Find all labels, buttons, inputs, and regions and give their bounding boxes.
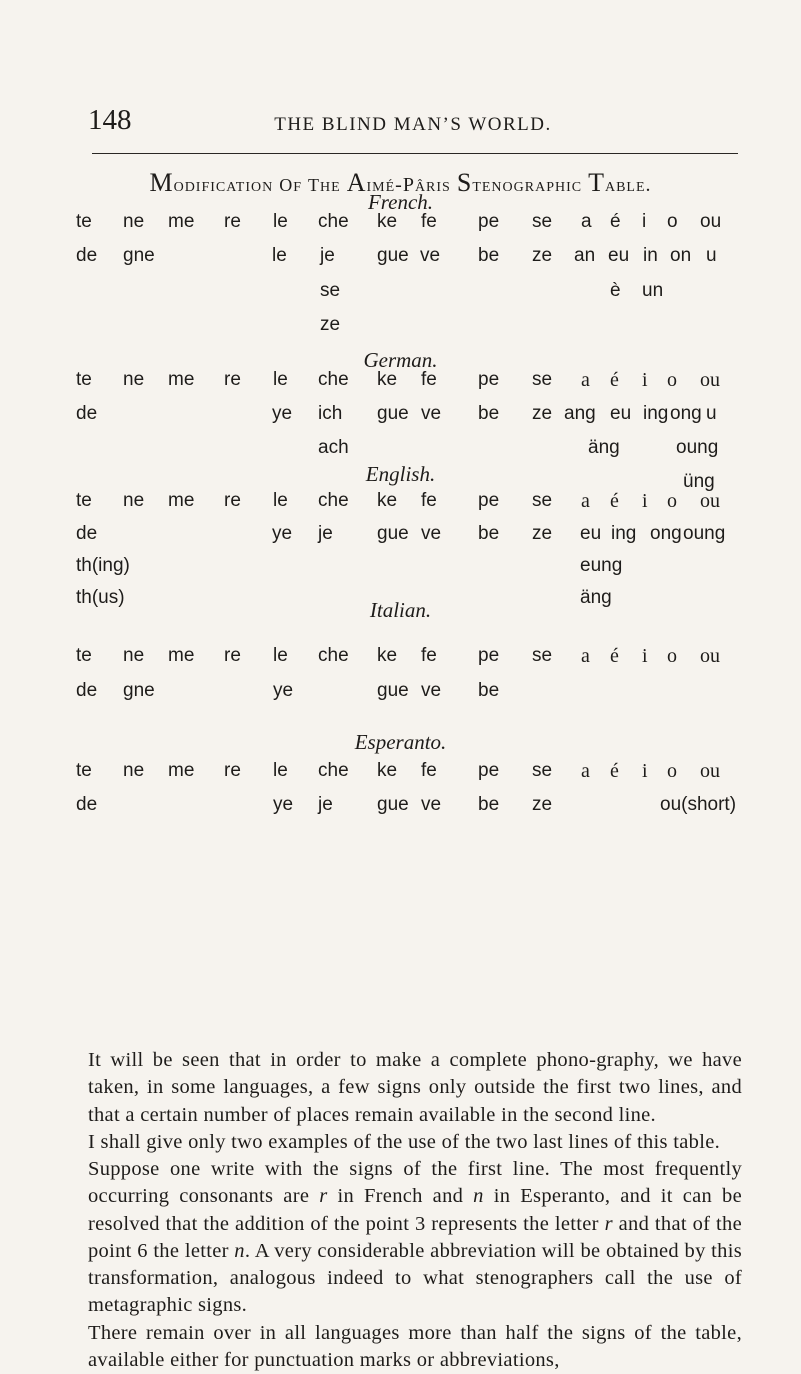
table-cell: in <box>643 246 658 265</box>
table-cell: u <box>706 404 717 423</box>
table-cell: re <box>224 761 241 780</box>
table-cell: ve <box>421 681 441 700</box>
table-cell: ing <box>643 404 668 423</box>
table-cell: oung <box>683 524 725 543</box>
table-cell: gue <box>377 246 409 265</box>
table-cell: pe <box>478 370 499 389</box>
table-cell: che <box>318 212 349 231</box>
table-cell: eu <box>610 404 631 423</box>
table-cell: ye <box>273 795 293 814</box>
table-cell: ou <box>700 646 720 666</box>
table-cell: i <box>642 212 646 231</box>
table-cell: ou <box>700 212 721 231</box>
table-cell: je <box>318 795 333 814</box>
table-cell: re <box>224 212 241 231</box>
table-cell: ong <box>670 404 702 423</box>
table-cell: gue <box>377 795 409 814</box>
page-header <box>88 104 738 138</box>
table-cell: gue <box>377 404 409 423</box>
language-heading: Italian. <box>0 598 801 623</box>
table-cell: me <box>168 646 194 665</box>
table-cell: de <box>76 795 97 814</box>
table-cell: ye <box>273 681 293 700</box>
table-cell: é <box>610 212 621 231</box>
table-cell: me <box>168 370 194 389</box>
table-cell: th(us) <box>76 588 125 607</box>
table-cell: oung <box>676 438 718 457</box>
table-cell: u <box>706 246 717 265</box>
table-cell: te <box>76 491 92 510</box>
table-cell: se <box>532 646 552 665</box>
table-cell: ve <box>421 524 441 543</box>
table-cell: ve <box>421 795 441 814</box>
table-cell: a <box>581 370 590 390</box>
table-cell: se <box>532 491 552 510</box>
table-cell: ang <box>564 404 596 423</box>
table-cell: on <box>670 246 691 265</box>
page-number: 148 <box>88 104 132 137</box>
table-cell: eu <box>608 246 629 265</box>
table-cell: pe <box>478 646 499 665</box>
table-cell: a <box>581 761 590 781</box>
table-cell: ve <box>421 404 441 423</box>
table-cell: th(ing) <box>76 556 130 575</box>
table-cell: i <box>642 491 648 511</box>
table-cell: i <box>642 646 648 666</box>
table-cell: gue <box>377 524 409 543</box>
table-cell: le <box>273 212 288 231</box>
table-cell: be <box>478 246 499 265</box>
table-cell: je <box>318 524 333 543</box>
table-cell: eu <box>580 524 601 543</box>
table-cell: ne <box>123 370 144 389</box>
table-cell: le <box>273 491 288 510</box>
running-head: THE BLIND MAN’S WORLD. <box>88 114 738 136</box>
language-heading: German. <box>0 348 801 373</box>
table-cell: be <box>478 681 499 700</box>
language-heading: Esperanto. <box>0 730 801 755</box>
table-cell: o <box>667 646 677 666</box>
table-cell: o <box>667 491 677 511</box>
table-cell: se <box>532 212 552 231</box>
table-cell: ye <box>272 524 292 543</box>
table-cell: che <box>318 370 349 389</box>
table-cell: ze <box>532 404 552 423</box>
table-cell: üng <box>683 472 715 491</box>
table-cell: ing <box>611 524 636 543</box>
table-cell: ke <box>377 212 397 231</box>
table-cell: te <box>76 761 92 780</box>
table-cell: ou(short) <box>660 795 736 814</box>
table-cell: è <box>610 281 621 300</box>
table-cell: pe <box>478 491 499 510</box>
table-cell: re <box>224 370 241 389</box>
table-cell: i <box>642 761 648 781</box>
table-cell: o <box>667 370 677 390</box>
table-cell: ke <box>377 370 397 389</box>
table-cell: te <box>76 646 92 665</box>
table-cell: ne <box>123 646 144 665</box>
table-cell: de <box>76 404 97 423</box>
table-cell: ke <box>377 761 397 780</box>
table-cell: pe <box>478 761 499 780</box>
table-cell: ou <box>700 761 720 781</box>
table-cell: je <box>320 246 335 265</box>
table-cell: a <box>581 212 592 231</box>
table-cell: ve <box>420 246 440 265</box>
table-cell: fe <box>421 212 437 231</box>
table-cell: me <box>168 212 194 231</box>
table-caption: Modification of the Aimé-Pâris Stenographic Table. <box>0 168 801 198</box>
table-cell: a <box>581 491 590 511</box>
header-rule <box>92 153 738 154</box>
language-heading: English. <box>0 462 801 487</box>
table-cell: é <box>610 646 619 666</box>
table-cell: o <box>667 761 677 781</box>
table-cell: gne <box>123 681 155 700</box>
table-cell: se <box>320 281 340 300</box>
table-cell: che <box>318 646 349 665</box>
table-cell: ke <box>377 491 397 510</box>
paragraph: Suppose one write with the signs of the first line. The most frequently occurring consonants are r in French and n in Esperanto, and it can be resolved that the addition of the point 3 represents the letter r and that of the point 6 the letter n. A very considerable abbreviation will be obtained by this transformation, analogous indeed to what stenographers call the use of metagraphic signs. <box>88 1156 742 1320</box>
table-cell: fe <box>421 761 437 780</box>
table-cell: se <box>532 761 552 780</box>
table-cell: ne <box>123 212 144 231</box>
table-cell: pe <box>478 212 499 231</box>
table-cell: ong <box>650 524 682 543</box>
table-cell: a <box>581 646 590 666</box>
table-cell: ou <box>700 491 720 511</box>
table-cell: re <box>224 491 241 510</box>
table-cell: fe <box>421 370 437 389</box>
table-cell: fe <box>421 646 437 665</box>
paragraph: It will be seen that in order to make a complete phono-graphy, we have taken, in some languages, a few signs only outside the first two lines, and that a certain number of places remain available in the second line. <box>88 1047 742 1129</box>
paragraph: There remain over in all languages more than half the signs of the table, available either for punctuation marks or abbreviations, <box>88 1320 742 1374</box>
table-cell: me <box>168 491 194 510</box>
table-cell: le <box>272 246 287 265</box>
table-cell: re <box>224 646 241 665</box>
table-cell: ye <box>272 404 292 423</box>
table-cell: o <box>667 212 678 231</box>
table-cell: gue <box>377 681 409 700</box>
table-cell: de <box>76 681 97 700</box>
table-cell: ne <box>123 491 144 510</box>
table-cell: me <box>168 761 194 780</box>
table-cell: un <box>642 281 663 300</box>
paragraph: I shall give only two examples of the use of the two last lines of this table. <box>88 1129 742 1156</box>
table-cell: ke <box>377 646 397 665</box>
table-cell: be <box>478 795 499 814</box>
table-cell: äng <box>588 438 620 457</box>
table-cell: de <box>76 246 97 265</box>
table-cell: ze <box>532 795 552 814</box>
table-cell: an <box>574 246 595 265</box>
table-cell: é <box>610 491 619 511</box>
table-cell: ou <box>700 370 720 390</box>
table-cell: äng <box>580 588 612 607</box>
table-cell: gne <box>123 246 155 265</box>
table-cell: ich <box>318 404 342 423</box>
table-cell: che <box>318 491 349 510</box>
table-cell: se <box>532 370 552 389</box>
table-cell: be <box>478 524 499 543</box>
table-cell: che <box>318 761 349 780</box>
table-cell: de <box>76 524 97 543</box>
table-cell: ne <box>123 761 144 780</box>
language-heading: French. <box>0 190 801 215</box>
table-cell: te <box>76 370 92 389</box>
table-cell: le <box>273 646 288 665</box>
table-cell: eung <box>580 556 622 575</box>
table-cell: ze <box>532 246 552 265</box>
table-cell: le <box>273 370 288 389</box>
table-cell: te <box>76 212 92 231</box>
table-cell: ze <box>320 315 340 334</box>
table-cell: le <box>273 761 288 780</box>
table-cell: é <box>610 761 619 781</box>
table-cell: fe <box>421 491 437 510</box>
table-cell: ze <box>532 524 552 543</box>
table-cell: é <box>610 370 619 390</box>
table-cell: i <box>642 370 648 390</box>
table-cell: ach <box>318 438 349 457</box>
table-cell: be <box>478 404 499 423</box>
